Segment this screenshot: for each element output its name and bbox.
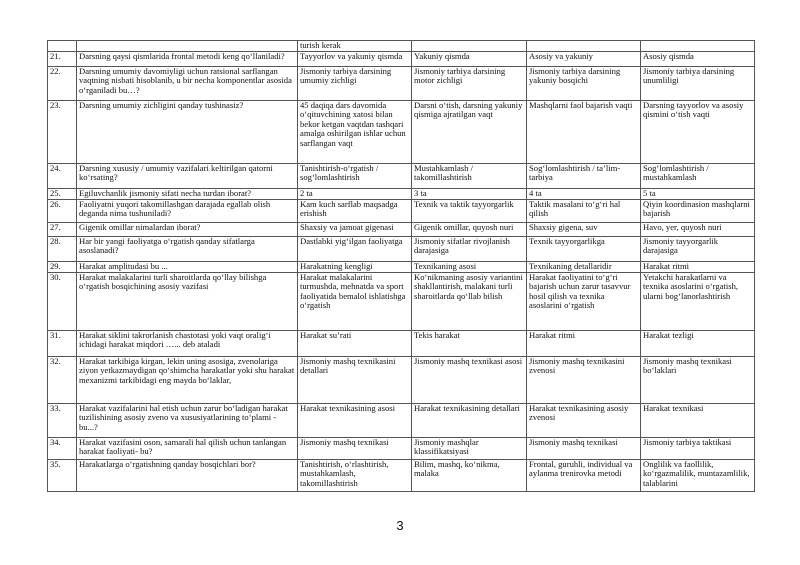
question-number: 26. [48, 200, 77, 223]
question-number: 25. [48, 189, 77, 200]
answer-option-c: Asosiy va yakuniy [527, 52, 641, 67]
answer-option-d: Sog‘lomlashtirish / mustahkamlash [641, 164, 755, 189]
question-text: Harakat vazifalarini hal etish uchun zarur bo‘ladigan harakat tuzilishining asosiy zveno va xususiyatlarining to‘plami - bu...? [77, 404, 298, 438]
question-text: Darsning qaysi qismlarida frontal metodi keng qo‘llaniladi? [77, 52, 298, 67]
answer-option-c: Harakat ritmi [527, 331, 641, 357]
answer-option-d: Yetakchi harakatlarni va texnika asoslarini o‘rgatish, ularni bog‘lanorlashtirish [641, 273, 755, 331]
table-row [48, 237, 755, 262]
question-number: 21. [48, 52, 77, 67]
questions-table-body [48, 41, 755, 492]
question-text: Darsning umumiy zichligini qanday tushinasiz? [77, 101, 298, 164]
answer-option-d: Harakat texnikasi [641, 404, 755, 438]
answer-option-b: 3 ta [412, 189, 527, 200]
answer-option-b: Bilim, mashq, ko‘nikma, malaka [412, 460, 527, 492]
answer-option-d [641, 41, 755, 52]
question-text: Gigenik omillar nimalardan iborat? [77, 223, 298, 237]
table-row [48, 52, 755, 67]
answer-option-a: Dastlabki yig‘ilgan faoliyatga [298, 237, 412, 262]
answer-option-d: Onglilik va faollilik, ko‘rgazmalilik, muntazamlilik, talablarini [641, 460, 755, 492]
answer-option-c: Sog‘lomlashtirish / ta’lim-tarbiya [527, 164, 641, 189]
answer-option-c: Shaxsiy gigena, suv [527, 223, 641, 237]
table-row [48, 164, 755, 189]
questions-table [47, 40, 755, 492]
answer-option-b: Texnikaning asosi [412, 262, 527, 273]
answer-option-b: Tekis harakat [412, 331, 527, 357]
question-text [77, 41, 298, 52]
question-number: 34. [48, 438, 77, 460]
answer-option-c: Texnikaning detallaridir [527, 262, 641, 273]
answer-option-b: Darsni o‘tish, darsning yakuniy qismiga ajratilgan vaqt [412, 101, 527, 164]
answer-option-a: Jismoniy mashq texnikasini detallari [298, 357, 412, 404]
question-text: Harakat siklini takrorlanish chastotasi yoki vaqt oralig‘i ichidagi harakat miqdori …... deb ataladi [77, 331, 298, 357]
answer-option-a: Kam kuch sarflab maqsadga erishish [298, 200, 412, 223]
question-number [48, 41, 77, 52]
answer-option-c [527, 41, 641, 52]
answer-option-d: Harakat tezligi [641, 331, 755, 357]
question-number: 31. [48, 331, 77, 357]
answer-option-b: Yakuniy qismda [412, 52, 527, 67]
table-row-continuation [48, 41, 755, 52]
question-text: Faoliyatni yuqori takomillashgan darajada egallab olish deganda nima tushuniladi? [77, 200, 298, 223]
answer-option-d: Havo, yer, quyosh nuri [641, 223, 755, 237]
answer-option-c: Frontal, guruhli, individual va aylanma trenirovka metodi [527, 460, 641, 492]
answer-option-a: Tayyorlov va yakuniy qismda [298, 52, 412, 67]
answer-option-d: Asosiy qismda [641, 52, 755, 67]
question-number: 22. [48, 67, 77, 101]
answer-option-c: Mashqlarni faol bajarish vaqti [527, 101, 641, 164]
question-text: Har bir yangi faoliyatga o‘rgatish qanday sifatlarga asoslanadi? [77, 237, 298, 262]
table-row [48, 460, 755, 492]
answer-option-a: turish kerak [298, 41, 412, 52]
answer-option-d: Qiyin koordinasion mashqlarni bajarish [641, 200, 755, 223]
question-number: 32. [48, 357, 77, 404]
question-text: Harakat tarkibiga kirgan, lekin uning asosiga, zvenolariga ziyon yetkazmaydigan qo‘shimcha harakatlar yoki shu harakat mexanizmi tarkibidagi eng mayda bo‘laklar, [77, 357, 298, 404]
answer-option-a: Harakat su’rati [298, 331, 412, 357]
table-row [48, 189, 755, 200]
answer-option-b [412, 41, 527, 52]
answer-option-a: Jismoniy tarbiya darsining umumiy zichligi [298, 67, 412, 101]
answer-option-b: Jismoniy mashq texnikasi asosi [412, 357, 527, 404]
answer-option-c: Harakat texnikasining asosiy zvenosi [527, 404, 641, 438]
answer-option-b: Jismoniy sifatlar rivojlanish darajasiga [412, 237, 527, 262]
table-row [48, 404, 755, 438]
answer-option-d: Jismoniy mashq texnikasi bo‘laklari [641, 357, 755, 404]
answer-option-b: Texnik va taktik tayyorgarlik [412, 200, 527, 223]
answer-option-b: Mustahkamlash / takomillashtirish [412, 164, 527, 189]
answer-option-a: Harakat texnikasining asosi [298, 404, 412, 438]
answer-option-a: 2 ta [298, 189, 412, 200]
answer-option-c: Harakat faoliyatini to‘g‘ri bajarish uchun zarur tasavvur hosil qilish va texnika asoslarini o‘rgatish [527, 273, 641, 331]
answer-option-d: Jismoniy tarbiya darsining unumliligi [641, 67, 755, 101]
question-text: Egiluvchanlik jismoniy sifati necha turdan iborat? [77, 189, 298, 200]
question-text: Harakatlarga o‘rgatishning qanday bosqichlari bor? [77, 460, 298, 492]
question-text: Harakat malakalarini turli sharoitlarda qo‘llay bilishga o‘rgatish bosqichining asosiy vazifasi [77, 273, 298, 331]
answer-option-c: Jismoniy tarbiya darsining yakuniy bosqichi [527, 67, 641, 101]
table-row [48, 331, 755, 357]
table-row [48, 438, 755, 460]
question-number: 30. [48, 273, 77, 331]
page-number: 3 [396, 518, 404, 533]
table-row [48, 101, 755, 164]
question-number: 35. [48, 460, 77, 492]
answer-option-a: 45 daqiqa dars davomida o‘qituvchining xatosi bilan bekor ketgan vaqtdan tashqari amalga oshirilgan ishlar uchun sarflangan vaqt [298, 101, 412, 164]
answer-option-a: Shaxsiy va jamoat gigenasi [298, 223, 412, 237]
question-number: 27. [48, 223, 77, 237]
question-number: 33. [48, 404, 77, 438]
answer-option-b: Jismoniy mashqlar klassifikatsiyasi [412, 438, 527, 460]
answer-option-d: Harakat ritmi [641, 262, 755, 273]
table-row [48, 200, 755, 223]
answer-option-b: Jismoniy tarbiya darsining motor zichligi [412, 67, 527, 101]
question-number: 29. [48, 262, 77, 273]
answer-option-c: Jismoniy mashq texnikasi [527, 438, 641, 460]
question-text: Darsning xususiy / umumiy vazifalari keltirilgan qatorni ko‘rsating? [77, 164, 298, 189]
answer-option-d: Jismoniy tarbiya taktikasi [641, 438, 755, 460]
answer-option-a: Jismoniy mashq texnikasi [298, 438, 412, 460]
answer-option-d: 5 ta [641, 189, 755, 200]
answer-option-d: Jismoniy tayyorgarlik darajasiga [641, 237, 755, 262]
answer-option-a: Harakat malakalarini turmushda, mehnatda va sport faoliyatida bemalol ishlatishga o‘rgatish [298, 273, 412, 331]
answer-option-c: 4 ta [527, 189, 641, 200]
question-number: 28. [48, 237, 77, 262]
table-row [48, 223, 755, 237]
question-text: Darsning umumiy davomiyligi uchun ratsional sarflangan vaqtning nisbati hisoblanib, u bir necha komponentlar asosida o‘rganiladi bu…? [77, 67, 298, 101]
answer-option-a: Harakatning kengligi [298, 262, 412, 273]
table-row [48, 262, 755, 273]
answer-option-c: Jismoniy mashq texnikasini zvenosi [527, 357, 641, 404]
answer-option-b: Harakat texnikasining detallari [412, 404, 527, 438]
answer-option-a: Tanishtirish, o‘rlashtirish, mustahkamlash, takomillashtirish [298, 460, 412, 492]
question-text: Harakat amplitudasi bu ... [77, 262, 298, 273]
question-text: Harakat vazifasini oson, samarali hal qilish uchun tanlangan harakat faoliyati- bu? [77, 438, 298, 460]
answer-option-c: Texnik tayyorgarlikga [527, 237, 641, 262]
answer-option-b: Gigenik omillar, quyosh nuri [412, 223, 527, 237]
table-row [48, 357, 755, 404]
question-number: 24. [48, 164, 77, 189]
question-number: 23. [48, 101, 77, 164]
answer-option-b: Ko‘nikmaning asosiy variantini shakllantirish, malakani turli sharoitlarda qo‘llab bilish [412, 273, 527, 331]
answer-option-a: Tanishtirish-o‘rgatish / sog‘lomlashtirish [298, 164, 412, 189]
answer-option-d: Darsning tayyorlov va asosiy qismini o‘tish vaqti [641, 101, 755, 164]
table-row [48, 273, 755, 331]
table-row [48, 67, 755, 101]
answer-option-c: Taktik masalani to‘g‘ri hal qilish [527, 200, 641, 223]
